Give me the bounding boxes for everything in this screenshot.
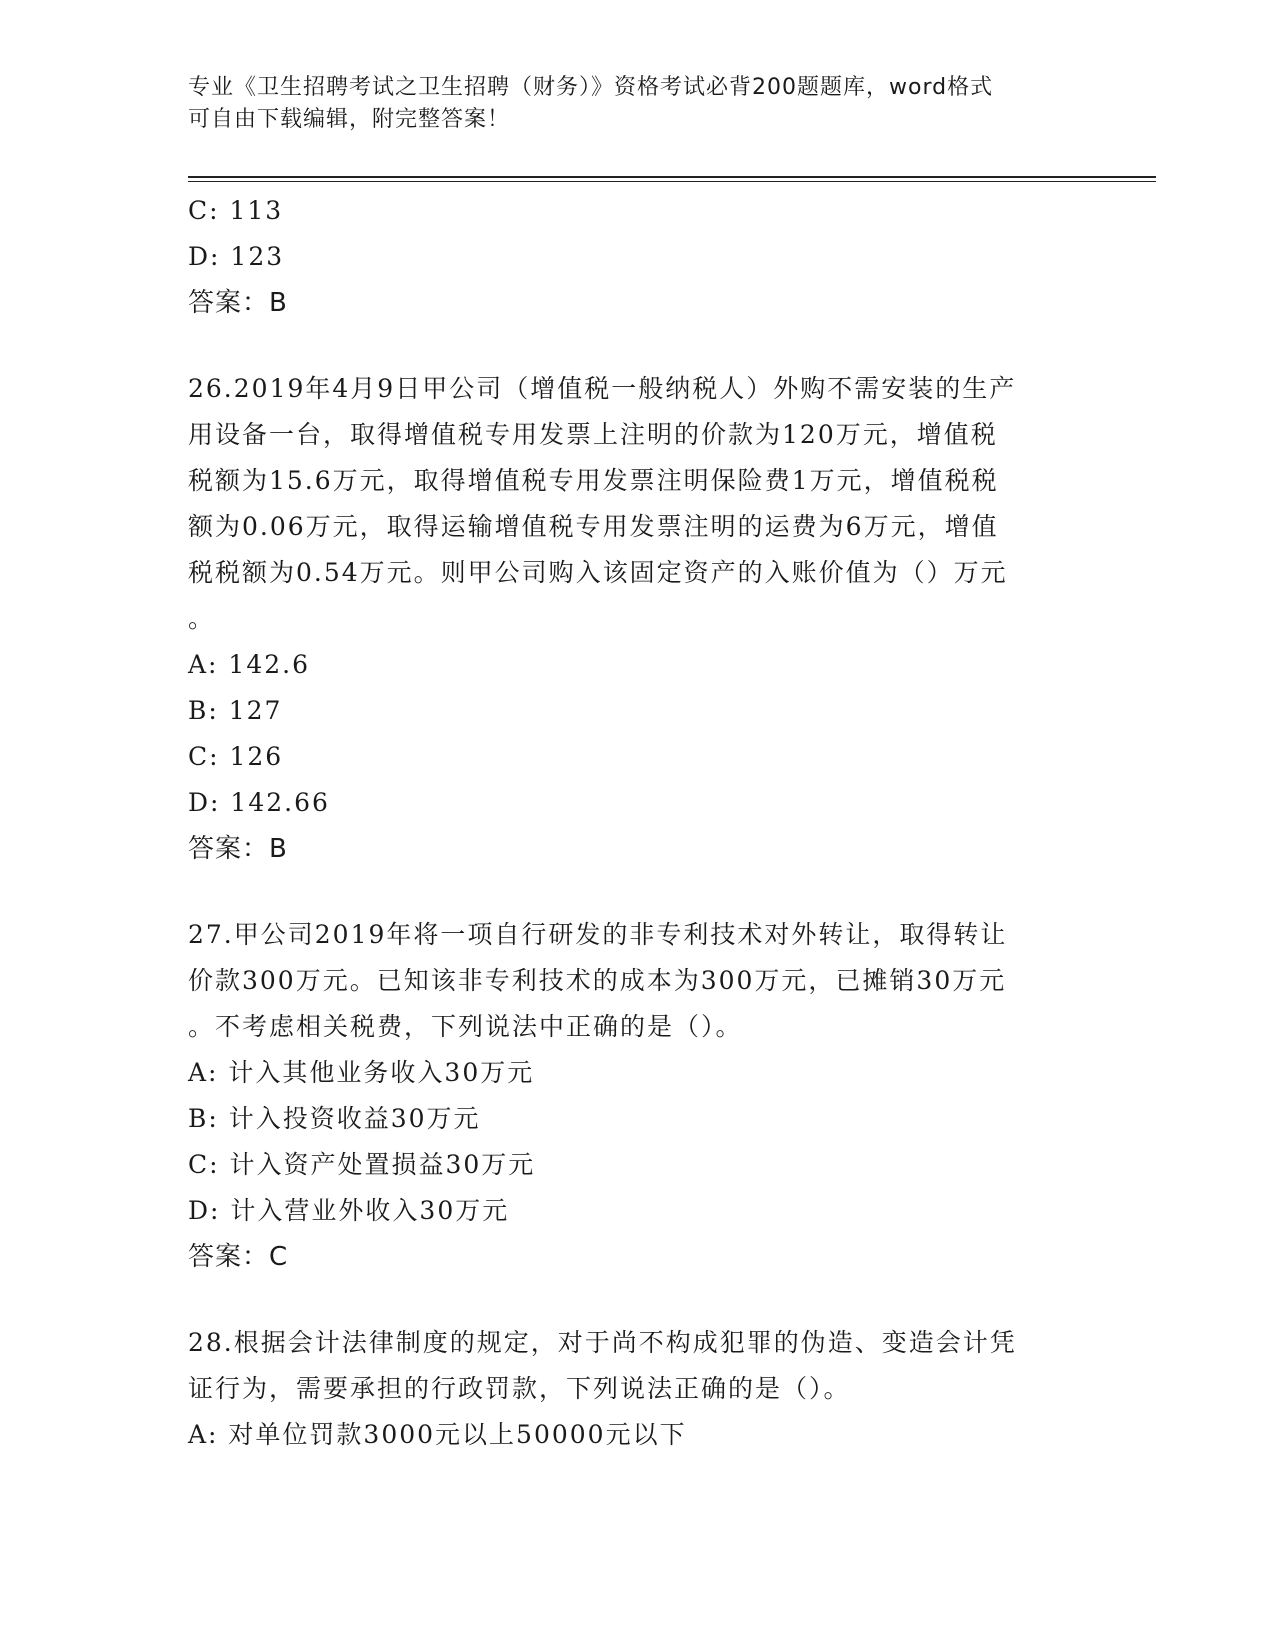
question-text-line: 用设备一台，取得增值税专用发票上注明的价款为120万元，增值税 (188, 420, 998, 449)
question-text-line: 税税额为0.54万元。则甲公司购入该固定资产的入账价值为（）万元 (188, 558, 1008, 587)
questions-body (188, 188, 1088, 1458)
option-d: D: 142.66 (188, 788, 330, 817)
question-text-line: 价款300万元。已知该非专利技术的成本为300万元，已摊销30万元 (188, 966, 1007, 995)
answer-line: 答案：B (188, 288, 288, 318)
question-25-tail (188, 188, 1088, 326)
question-27 (188, 912, 1088, 1280)
question-28 (188, 1320, 1088, 1458)
question-text-line: 27.甲公司2019年将一项自行研发的非专利技术对外转让，取得转让 (188, 920, 1008, 949)
option-d: D: 计入营业外收入30万元 (188, 1196, 510, 1225)
answer-line: 答案：B (188, 834, 288, 864)
header-divider-thin (188, 181, 1156, 182)
option-a: A: 对单位罚款3000元以上50000元以下 (188, 1420, 687, 1449)
option-c: C: 126 (188, 742, 284, 771)
header-line-1: 专业《卫生招聘考试之卫生招聘（财务）》资格考试必背200题题库，word格式 (188, 75, 994, 100)
option-b: B: 127 (188, 696, 283, 725)
option-c: C: 计入资产处置损益30万元 (188, 1150, 536, 1179)
option-a: A: 计入其他业务收入30万元 (188, 1058, 535, 1087)
question-text-line: 。不考虑相关税费，下列说法中正确的是（）。 (188, 1012, 743, 1041)
header-line-2: 可自由下载编辑，附完整答案！ (188, 107, 511, 132)
page-header (188, 72, 1068, 136)
answer-line: 答案：C (188, 1242, 289, 1272)
question-text-line: 26.2019年4月9日甲公司（增值税一般纳税人）外购不需安装的生产 (188, 374, 1017, 403)
option-b: B: 计入投资收益30万元 (188, 1104, 481, 1133)
option-d: D: 123 (188, 242, 285, 271)
question-text-line: 28.根据会计法律制度的规定，对于尚不构成犯罪的伪造、变造会计凭 (188, 1328, 1017, 1357)
option-c: C: 113 (188, 196, 284, 225)
question-text-line: 。 (188, 604, 216, 633)
question-text-line: 额为0.06万元，取得运输增值税专用发票注明的运费为6万元，增值 (188, 512, 999, 541)
question-text-line: 证行为，需要承担的行政罚款，下列说法正确的是（）。 (188, 1374, 851, 1403)
header-divider-thick (188, 176, 1156, 178)
option-a: A: 142.6 (188, 650, 310, 679)
question-26 (188, 366, 1088, 872)
question-text-line: 税额为15.6万元，取得增值税专用发票注明保险费1万元，增值税税 (188, 466, 999, 495)
